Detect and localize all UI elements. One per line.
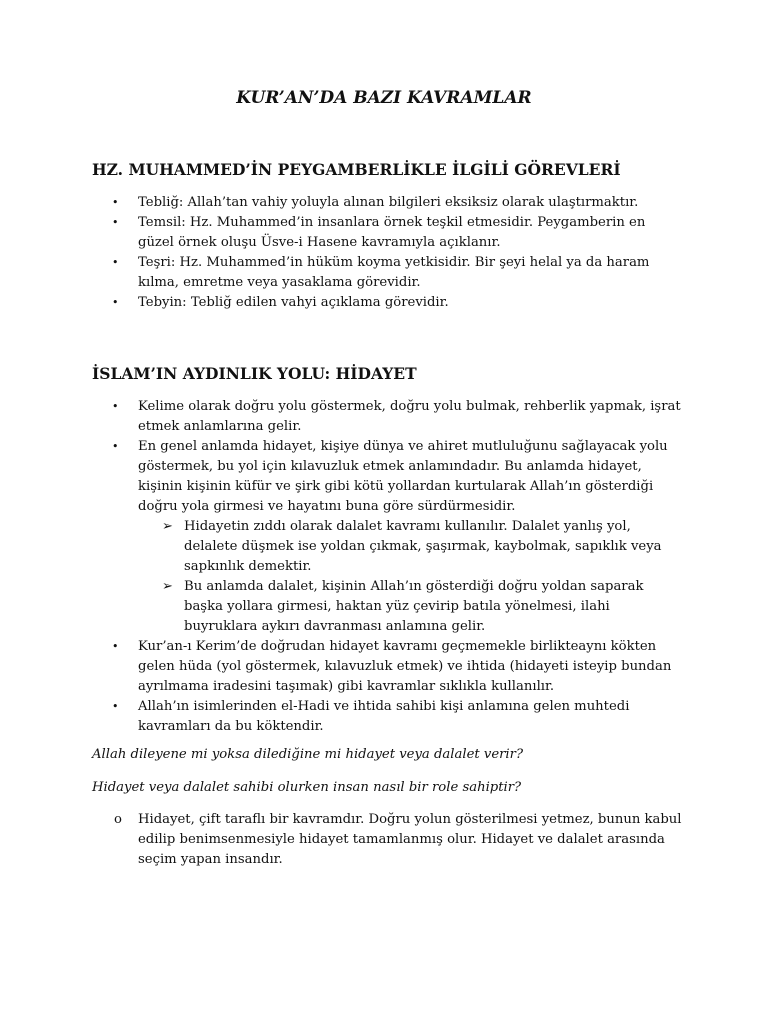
list-item-text: Teşri: Hz. Muhammed’in hüküm koyma yetkisidir. Bir şeyi helal ya da haram kılma, emretme veya yasaklama görevidir. [138,255,650,290]
section-heading-hidayet: İSLAM’IN AYDINLIK YOLU: HİDAYET [92,364,417,383]
list-item-text: Temsil: Hz. Muhammed’in insanlara örnek teşkil etmesidir. Peygamberin en güzel örnek oluşu Üsve-i Hasene kavramıyla açıklanır. [138,215,646,250]
list-item-text: Tebliğ: Allah’tan vahiy yoluyla alınan bilgileri eksiksiz olarak ulaştırmaktır. [138,195,639,210]
question-2: Hidayet veya dalalet sahibi olurken insan nasıl bir role sahiptir? [92,780,522,795]
bullet-marker: • [112,440,119,453]
bullet-marker: • [112,640,119,653]
sublist-item-text: Hidayetin zıddı olarak dalalet kavramı kullanılır. Dalalet yanlış yol, delalete düşmek ise yoldan çıkmak, şaşırmak, kaybolmak, sapıklık veya sapkınlık demektir. [184,519,662,574]
list-item [0,293,683,313]
arrow-marker: ➢ [162,579,174,594]
document-title: KUR’AN’DA BAZI KAVRAMLAR [236,88,532,108]
section-heading-gorevler: HZ. MUHAMMED’İN PEYGAMBERLİKLE İLGİLİ GÖREVLERİ [92,160,621,179]
list-item [0,637,683,697]
bullet-marker: • [112,256,119,269]
sublist-item [0,577,683,637]
hidayet-list [0,397,683,737]
list-item [0,253,683,293]
list-item-text: Kur’an-ı Kerim’de doğrudan hidayet kavramı geçmemekle birlikteaynı kökten gelen hüda (yol göstermek, kılavuzluk etmek) ve ihtida (hidayeti isteyip bundan ayrılmama iradesini taşımak) gibi kavramlar sıklıkla kullanılır. [138,639,672,694]
bullet-marker: • [112,296,119,309]
list-item [0,697,683,737]
bullet-marker: • [112,196,119,209]
bullet-marker: • [112,216,119,229]
arrow-marker: ➢ [162,519,174,534]
list-item [0,193,683,213]
list-item-text: Allah’ın isimlerinden el-Hadi ve ihtida sahibi kişi anlamına gelen muhtedi kavramları da bu köktendir. [138,699,630,734]
list-item [0,397,683,437]
list-item-text: Kelime olarak doğru yolu göstermek, doğru yolu bulmak, rehberlik yapmak, işrat etmek anlamlarına gelir. [138,399,681,434]
list-item [0,437,683,637]
gorevler-list [0,193,683,313]
bullet-marker: • [112,400,119,413]
list-item [0,213,683,253]
dalalet-sublist [0,517,683,637]
circle-marker: o [114,812,122,827]
list-item [0,810,683,870]
list-item-text: Tebyin: Tebliğ edilen vahyi açıklama görevidir. [138,295,449,310]
sublist-item [0,517,683,577]
question-1: Allah dileyene mi yoksa dilediğine mi hidayet veya dalalet verir? [92,747,524,762]
bullet-marker: • [112,700,119,713]
sublist-item-text: Bu anlamda dalalet, kişinin Allah’ın gösterdiği doğru yoldan saparak başka yollara girmesi, haktan yüz çevirip batıla yönelmesi, ilahi buyruklara aykırı davranması anlamına gelir. [184,579,644,634]
answer-list [0,810,683,870]
list-item-text: En genel anlamda hidayet, kişiye dünya ve ahiret mutluluğunu sağlayacak yolu göstermek, bu yol için kılavuzluk etmek anlamındadır. Bu anlamda hidayet, kişinin kişinin küfür ve şirk gibi kötü yollardan kurtularak Allah’ın gösterdiği doğru yola girmesi ve hayatını buna göre sürdürmesidir. [138,439,668,514]
answer-text: Hidayet, çift taraflı bir kavramdır. Doğru yolun gösterilmesi yetmez, bunun kabul edilip benimsenmesiyle hidayet tamamlanmış olur. Hidayet ve dalalet arasında seçim yapan insandır. [138,812,682,867]
